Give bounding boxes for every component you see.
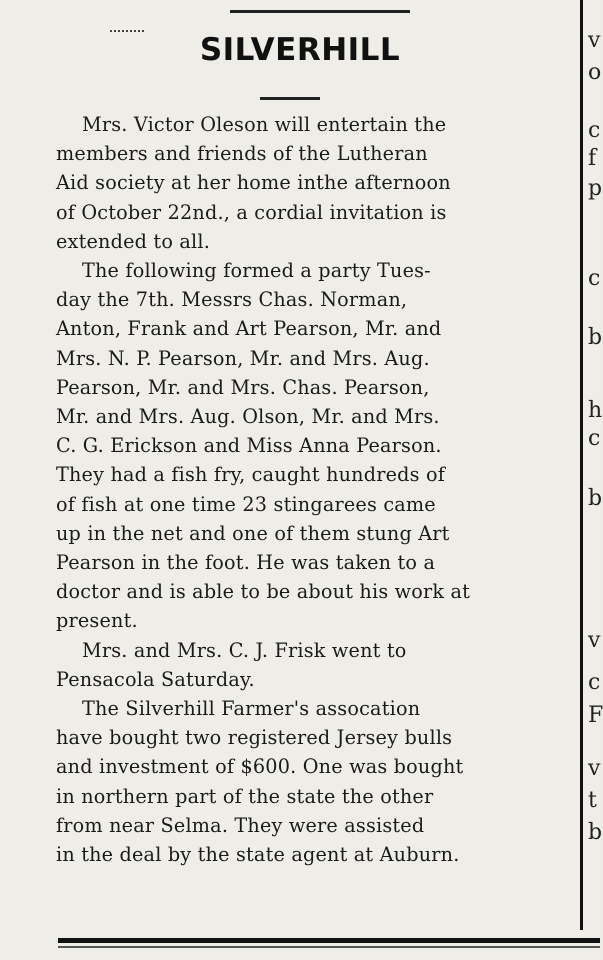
adjacent-letter: v (588, 28, 601, 53)
adjacent-letter: c (588, 266, 601, 291)
adjacent-letter: p (588, 176, 603, 201)
paragraph-2: The following formed a party Tues- day the 7th. Messrs Chas. Norman, Anton, Frank and Art Pearson, Mr. and Mrs. N. P. Pearson, Mr. and Mrs. Aug. Pearson, Mr. and Mrs. Chas. Pearson, Mr. and Mrs. Aug. Olson, Mr. and Mrs. C. G. Erickson and Miss Anna Pearson. They had a fish fry, caught hundreds of of fish at one time 23 stingarees came up in the net and one of them stung Art Pearson in the foot. He was taken to a doctor and is able to be about his work at present. (56, 259, 471, 633)
adjacent-letter: v (588, 756, 601, 781)
adjacent-letter: c (588, 426, 601, 451)
adjacent-letter: b (588, 325, 603, 350)
adjacent-letter: o (588, 60, 602, 85)
bottom-rule (58, 938, 600, 943)
adjacent-letter: t (588, 788, 597, 813)
heading-rule (260, 97, 320, 100)
adjacent-column (588, 0, 603, 930)
article-body (56, 110, 576, 869)
adjacent-letter: f (588, 146, 597, 171)
adjacent-letter: h (588, 398, 603, 423)
adjacent-letter: b (588, 486, 603, 511)
article-heading: SILVERHILL (199, 32, 401, 68)
top-rule (230, 10, 410, 13)
adjacent-letter: F (588, 703, 603, 728)
adjacent-letter: b (588, 820, 603, 845)
adjacent-letter: c (588, 118, 601, 143)
adjacent-letter: v (588, 628, 601, 653)
paragraph-3: Mrs. and Mrs. C. J. Frisk went to Pensacola Saturday. (56, 638, 407, 691)
column-divider (580, 0, 583, 930)
bottom-rule-thin (58, 946, 600, 948)
paragraph-1: Mrs. Victor Oleson will entertain the members and friends of the Lutheran Aid society at her home inthe afternoon of October 22nd., a cordial invitation is extended to all. (56, 113, 451, 253)
paragraph-4: The Silverhill Farmer's assocation have bought two registered Jersey bulls and investment of $600. One was bought in northern part of the state the other from near Selma. They were assisted in the deal by the state agent at Auburn. (56, 697, 464, 867)
adjacent-letter: c (588, 670, 601, 695)
